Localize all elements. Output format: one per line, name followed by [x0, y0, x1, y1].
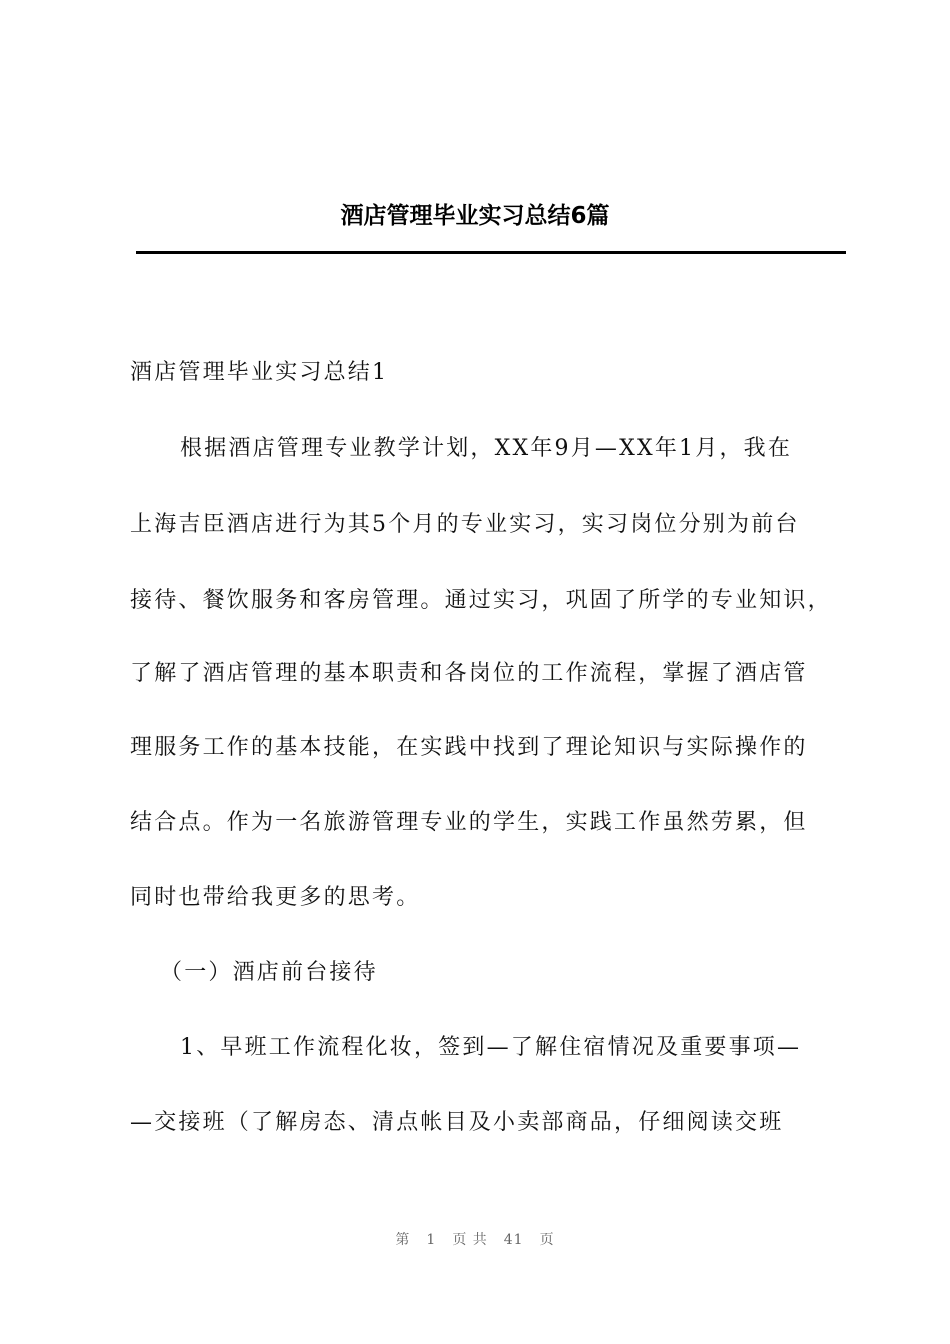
- footer-suffix: 页: [539, 1232, 555, 1248]
- subheading: （一）酒店前台接待: [160, 960, 378, 985]
- document-title: 酒店管理毕业实习总结6篇: [340, 203, 610, 229]
- footer-page-number: 1: [426, 1232, 437, 1248]
- paragraph-line: 同时也带给我更多的思考。: [130, 885, 421, 910]
- footer-middle: 页 共: [452, 1232, 488, 1248]
- paragraph-line: 了解了酒店管理的基本职责和各岗位的工作流程，掌握了酒店管: [130, 661, 808, 686]
- footer-total-pages: 41: [503, 1232, 524, 1248]
- paragraph-line: 理服务工作的基本技能，在实践中找到了理论知识与实际操作的: [130, 735, 808, 760]
- paragraph-line: 1、早班工作流程化妆，签到—了解住宿情况及重要事项—: [180, 1035, 802, 1060]
- paragraph-line: 根据酒店管理专业教学计划，XX年9月—XX年1月，我在: [180, 436, 793, 461]
- paragraph-line: 接待、餐饮服务和客房管理。通过实习，巩固了所学的专业知识，: [130, 588, 832, 613]
- paragraph-line: 上海吉臣酒店进行为其5个月的专业实习，实习岗位分别为前台: [130, 512, 800, 537]
- paragraph-line: 结合点。作为一名旅游管理专业的学生，实践工作虽然劳累，但: [130, 810, 808, 835]
- paragraph-line: —交接班（了解房态、清点帐目及小卖部商品，仔细阅读交班: [130, 1110, 784, 1135]
- page-footer: [0, 1229, 950, 1249]
- section-heading: 酒店管理毕业实习总结1: [130, 360, 389, 385]
- title-underline: [136, 251, 846, 254]
- footer-prefix: 第: [395, 1232, 411, 1248]
